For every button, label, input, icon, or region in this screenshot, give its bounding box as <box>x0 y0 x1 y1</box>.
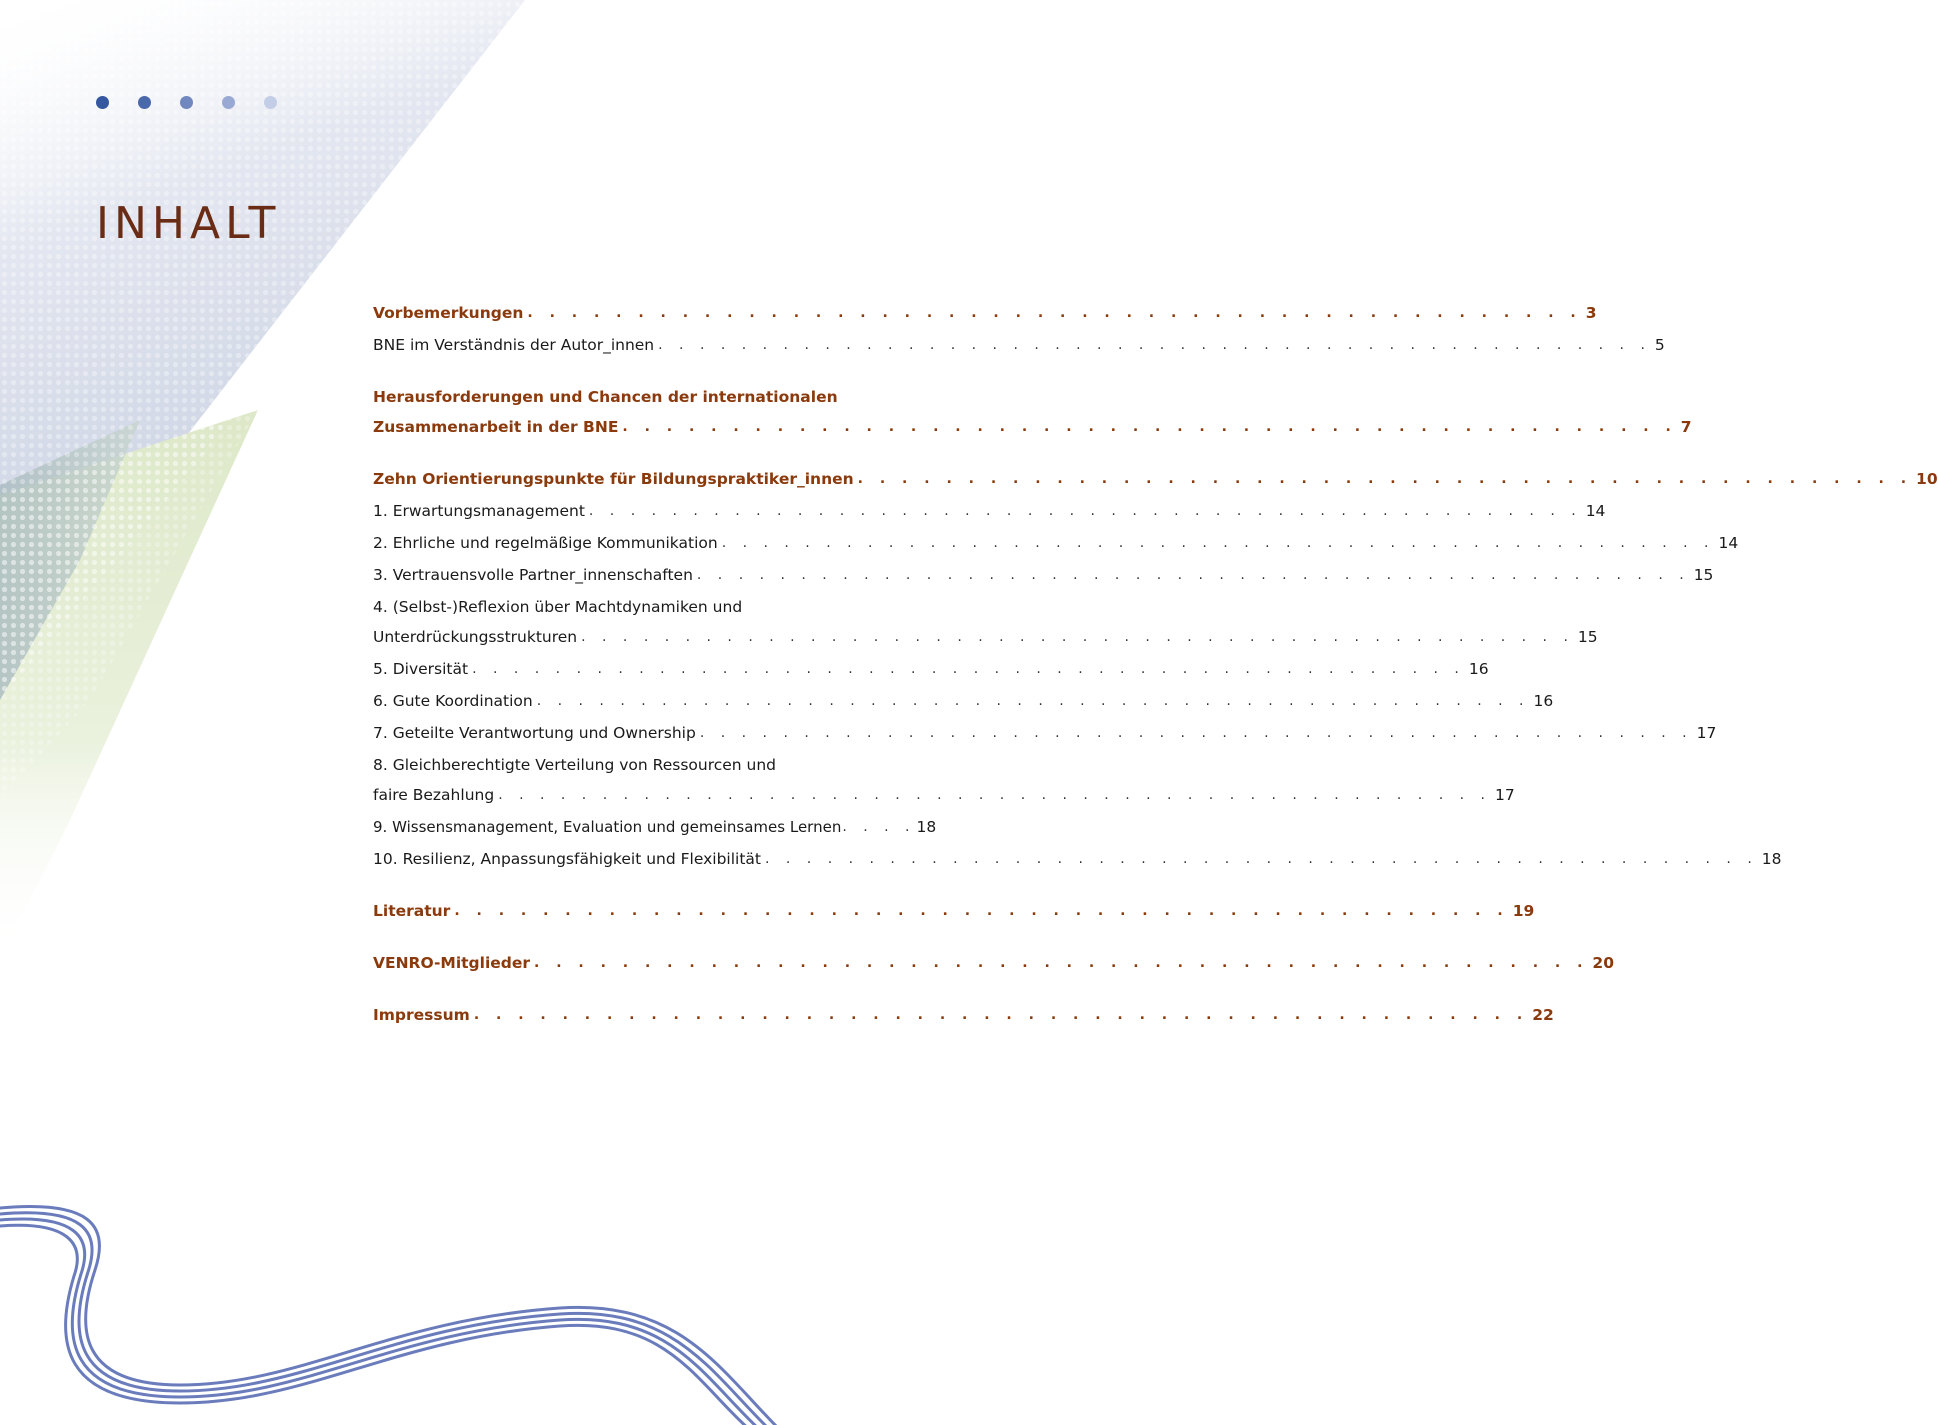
toc-entry-text: 1. Erwartungsmanagement <box>373 502 585 520</box>
toc-page-number: 17 <box>1494 786 1515 804</box>
dot-leader: . . . . . . . . . . . . . . . . . . . . . . . . . . . . . . . . . . . . . . . . . . . . . . . . <box>527 305 1582 321</box>
toc-entry-text: 7. Geteilte Verantwortung und Ownership <box>373 724 696 742</box>
toc-entry-item8[interactable] <box>373 750 1515 810</box>
toc-entry-item2[interactable] <box>373 528 1739 558</box>
dot-leader: . . . . . . . . . . . . . . . . . . . . . . . . . . . . . . . . . . . . . . . . . . . . . . . . <box>581 629 1574 645</box>
toc-page-number: 18 <box>916 818 937 836</box>
toc-entry-bne[interactable] <box>373 330 1665 360</box>
toc-entry-item4[interactable] <box>373 592 1598 652</box>
toc-entry-item3[interactable] <box>373 560 1714 590</box>
table-of-contents <box>373 298 1938 1030</box>
decorative-dots <box>96 96 277 109</box>
toc-entry-item7[interactable] <box>373 718 1717 748</box>
toc-entry-text: 10. Resilienz, Anpassungsfähigkeit und Flexibilität <box>373 850 761 868</box>
toc-entry-text: 6. Gute Koordination <box>373 692 533 710</box>
dot-leader: . . . . . . . . . . . . . . . . . . . . . . . . . . . . . . . . . . . . . . . . . . . . . . . . <box>696 567 1690 583</box>
toc-page-number: 5 <box>1654 336 1665 354</box>
toc-page-number: 18 <box>1761 850 1782 868</box>
toc-page-number: 22 <box>1532 1006 1554 1024</box>
dot-leader: . . . . . . . . . . . . . . . . . . . . . . . . . . . . . . . . . . . . . . . . . . . . . . . . <box>536 693 1530 709</box>
dot-leader: . . . . . . . . . . . . . . . . . . . . . . . . . . . . . . . . . . . . . . . . . . . . . . . . <box>857 471 1913 487</box>
dot-leader: . . . . . . . . . . . . . . . . . . . . . . . . . . . . . . . . . . . . . . . . . . . . . . . . <box>622 419 1677 435</box>
toc-page-number: 14 <box>1718 534 1739 552</box>
toc-page-number: 15 <box>1693 566 1714 584</box>
toc-entry-text-line2: faire Bezahlung <box>373 786 495 804</box>
dot <box>96 96 109 109</box>
toc-page-number: 16 <box>1533 692 1554 710</box>
dot <box>222 96 235 109</box>
dot-leader: . . . . <box>842 819 916 835</box>
dot-leader: . . . . . . . . . . . . . . . . . . . . . . . . . . . . . . . . . . . . . . . . . . . . . . . . <box>588 503 1582 519</box>
dot-leader: . . . . . . . . . . . . . . . . . . . . . . . . . . . . . . . . . . . . . . . . . . . . . . . . <box>721 535 1715 551</box>
toc-page-number: 15 <box>1577 628 1598 646</box>
toc-entry-item1[interactable] <box>373 496 1606 526</box>
toc-entry-zehn[interactable] <box>373 464 1938 494</box>
toc-entry-impressum[interactable] <box>373 1000 1554 1030</box>
dot-leader: . . . . . . . . . . . . . . . . . . . . . . . . . . . . . . . . . . . . . . . . . . . . . . . . <box>498 787 1491 803</box>
toc-page-number: 17 <box>1696 724 1717 742</box>
toc-entry-text: Impressum <box>373 1006 470 1024</box>
dot <box>264 96 277 109</box>
toc-entry-text: Literatur <box>373 902 451 920</box>
toc-entry-text: Zehn Orientierungspunkte für Bildungspraktiker_innen <box>373 470 854 488</box>
dot-leader: . . . . . . . . . . . . . . . . . . . . . . . . . . . . . . . . . . . . . . . . . . . . . . . . <box>765 851 1758 867</box>
dot <box>138 96 151 109</box>
toc-page-number: 19 <box>1512 902 1535 920</box>
toc-entry-item5[interactable] <box>373 654 1489 684</box>
toc-entry-herausforderungen[interactable] <box>373 382 1692 442</box>
dot-leader: . . . . . . . . . . . . . . . . . . . . . . . . . . . . . . . . . . . . . . . . . . . . . . . . <box>454 903 1509 919</box>
toc-entry-text: VENRO-Mitglieder <box>373 954 531 972</box>
toc-page-number: 10 <box>1916 470 1938 488</box>
dot-leader: . . . . . . . . . . . . . . . . . . . . . . . . . . . . . . . . . . . . . . . . . . . . . . . . <box>534 955 1589 971</box>
dot <box>180 96 193 109</box>
toc-entry-item10[interactable] <box>373 844 1782 874</box>
toc-page-number: 14 <box>1585 502 1606 520</box>
page-title: INHALT <box>96 198 281 249</box>
toc-entry-literatur[interactable] <box>373 896 1535 926</box>
toc-entry-text: 3. Vertrauensvolle Partner_innenschaften <box>373 566 693 584</box>
toc-page-number: 7 <box>1680 418 1692 436</box>
toc-entry-text-line1: Herausforderungen und Chancen der internationalen <box>373 388 838 406</box>
toc-page-number: 16 <box>1468 660 1489 678</box>
toc-page-number: 3 <box>1585 304 1597 322</box>
toc-entry-text: 9. Wissensmanagement, Evaluation und gemeinsames Lernen <box>373 818 842 836</box>
toc-entry-venro[interactable] <box>373 948 1614 978</box>
toc-entry-text: 5. Diversität <box>373 660 469 678</box>
toc-entry-text: 2. Ehrliche und regelmäßige Kommunikation <box>373 534 718 552</box>
toc-entry-text: Vorbemerkungen <box>373 304 524 322</box>
toc-entry-text-line2: Unterdrückungsstrukturen <box>373 628 578 646</box>
dot-leader: . . . . . . . . . . . . . . . . . . . . . . . . . . . . . . . . . . . . . . . . . . . . . . . . <box>658 337 1651 353</box>
toc-entry-text-line1: 8. Gleichberechtigte Verteilung von Ressourcen und <box>373 756 777 774</box>
dot-leader: . . . . . . . . . . . . . . . . . . . . . . . . . . . . . . . . . . . . . . . . . . . . . . . . <box>699 725 1693 741</box>
toc-entry-text-line2: Zusammenarbeit in der BNE <box>373 418 619 436</box>
toc-page-number: 20 <box>1592 954 1614 972</box>
toc-entry-vorbemerkungen[interactable] <box>373 298 1597 328</box>
toc-entry-text: BNE im Verständnis der Autor_innen <box>373 336 655 354</box>
dot-leader: . . . . . . . . . . . . . . . . . . . . . . . . . . . . . . . . . . . . . . . . . . . . . . . . <box>472 661 1465 677</box>
dot-leader: . . . . . . . . . . . . . . . . . . . . . . . . . . . . . . . . . . . . . . . . . . . . . . . . <box>473 1007 1529 1023</box>
toc-entry-item6[interactable] <box>373 686 1554 716</box>
toc-entry-item9[interactable] <box>373 812 937 842</box>
toc-entry-text-line1: 4. (Selbst-)Reflexion über Machtdynamiken und <box>373 598 743 616</box>
